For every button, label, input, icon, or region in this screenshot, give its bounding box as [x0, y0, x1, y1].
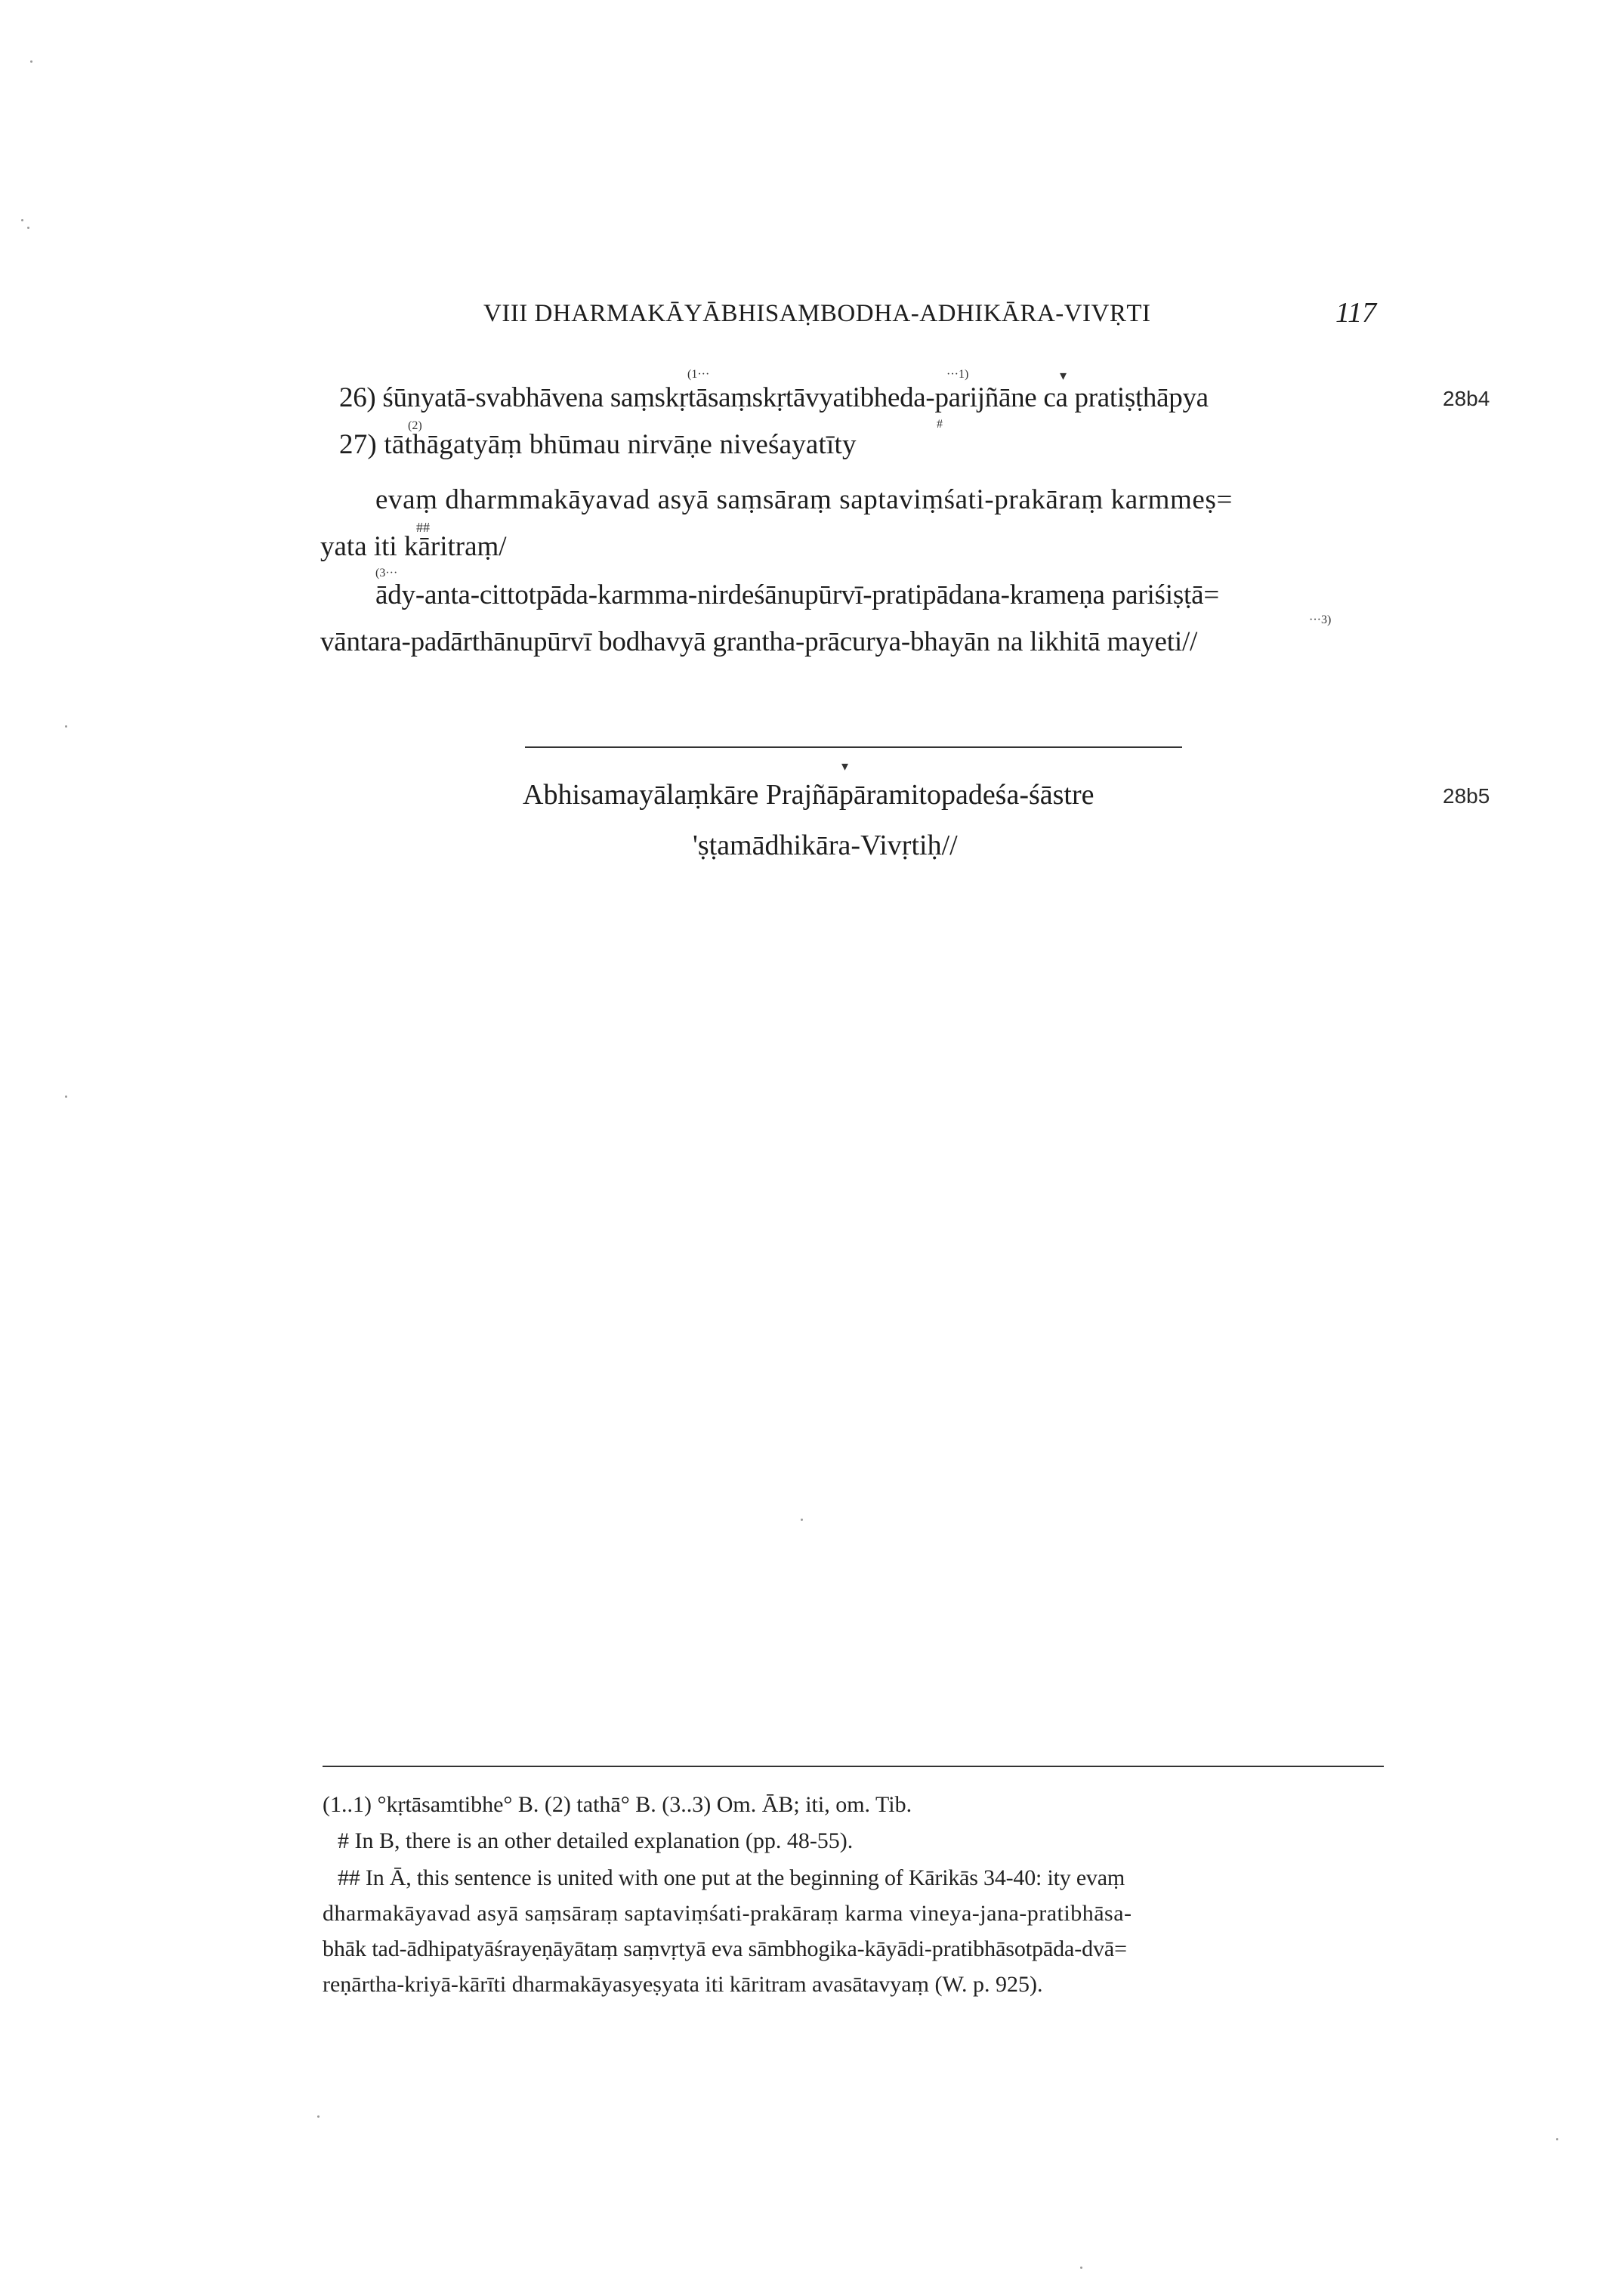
double-hash-marker: ##: [416, 520, 430, 535]
footnote-marker-open: (3···: [375, 567, 398, 579]
scan-speck: [65, 725, 67, 728]
footnote: # In B, there is an other detailed explanation (pp. 48-55).: [338, 1828, 854, 1853]
colophon-line: Abhisamayālaṃkāre Prajñāpāramitopadeśa-śāstre: [523, 779, 1095, 811]
verse-27: 27) tāthāgatyāṃ bhūmau nirvāṇe niveśayatīty: [339, 429, 857, 460]
footnote-marker-close: ···3): [1309, 613, 1332, 626]
margin-folio-reference: 28b5: [1443, 784, 1490, 808]
scan-speck: [1556, 2138, 1558, 2140]
verse-26: 26) śūnyatā-svabhāvena saṃskṛtāsaṃskṛtāvyatibheda-parijñāne ca pratiṣṭhāpya: [339, 382, 1209, 413]
paragraph-line: ādy-anta-cittotpāda-karmma-nirdeśānupūrvī-pratipādana-krameṇa pariśiṣṭā=: [375, 579, 1219, 610]
footnote: (1..1) °kṛtāsamtibhe° B. (2) tathā° B. (3..3) Om. ĀB; iti, om. Tib.: [323, 1792, 912, 1817]
footnote-marker-close: ···1): [946, 368, 969, 381]
paragraph-line: yata iti kāritraṃ/: [320, 531, 507, 562]
scan-speck: [1080, 2267, 1082, 2269]
margin-folio-reference: 28b4: [1443, 387, 1490, 410]
paragraph-line: evaṃ dharmmakāyavad asyā saṃsāraṃ saptaviṃśati-prakāraṃ karmmeṣ=: [375, 484, 1233, 515]
footnote-marker-open: (1···: [687, 368, 710, 381]
footnote: bhāk tad-ādhipatyāśrayeṇāyātaṃ saṃvṛtyā eva sāmbhogika-kāyādi-pratibhāsotpāda-dvā=: [323, 1936, 1127, 1961]
scan-speck: [317, 2115, 320, 2118]
scan-speck: [21, 219, 23, 221]
section-divider: [525, 746, 1182, 748]
folio-break-marker: ▾: [1060, 368, 1067, 383]
colophon-line: 'ṣṭamādhikāra-Vivṛtiḥ//: [693, 830, 958, 861]
scan-speck: [27, 227, 29, 229]
scan-speck: [65, 1095, 67, 1098]
paragraph-line: vāntara-padārthānupūrvī bodhavyā grantha-prācurya-bhayān na likhitā mayeti//: [320, 626, 1198, 657]
folio-break-marker: ▾: [841, 759, 849, 774]
hash-marker: #: [937, 418, 943, 431]
footnote: ## In Ā, this sentence is united with one put at the beginning of Kārikās 34-40: ity evaṃ: [338, 1865, 1125, 1890]
footnote-marker: (2): [408, 419, 422, 432]
page-number: 117: [1335, 297, 1377, 329]
footnote-rule: [323, 1766, 1384, 1767]
footnote: dharmakāyavad asyā saṃsāraṃ saptaviṃśati-prakāraṃ karma vineya-jana-pratibhāsa-: [323, 1901, 1132, 1926]
scan-speck: [801, 1519, 803, 1521]
scan-speck: [30, 60, 32, 63]
footnote: reṇārtha-kriyā-kārīti dharmakāyasyeṣyata iti kāritram avasātavyaṃ (W. p. 925).: [323, 1972, 1043, 1997]
running-header-title: VIII DHARMAKĀYĀBHISAṂBODHA-ADHIKĀRA-VIVṚTI: [483, 300, 1151, 327]
